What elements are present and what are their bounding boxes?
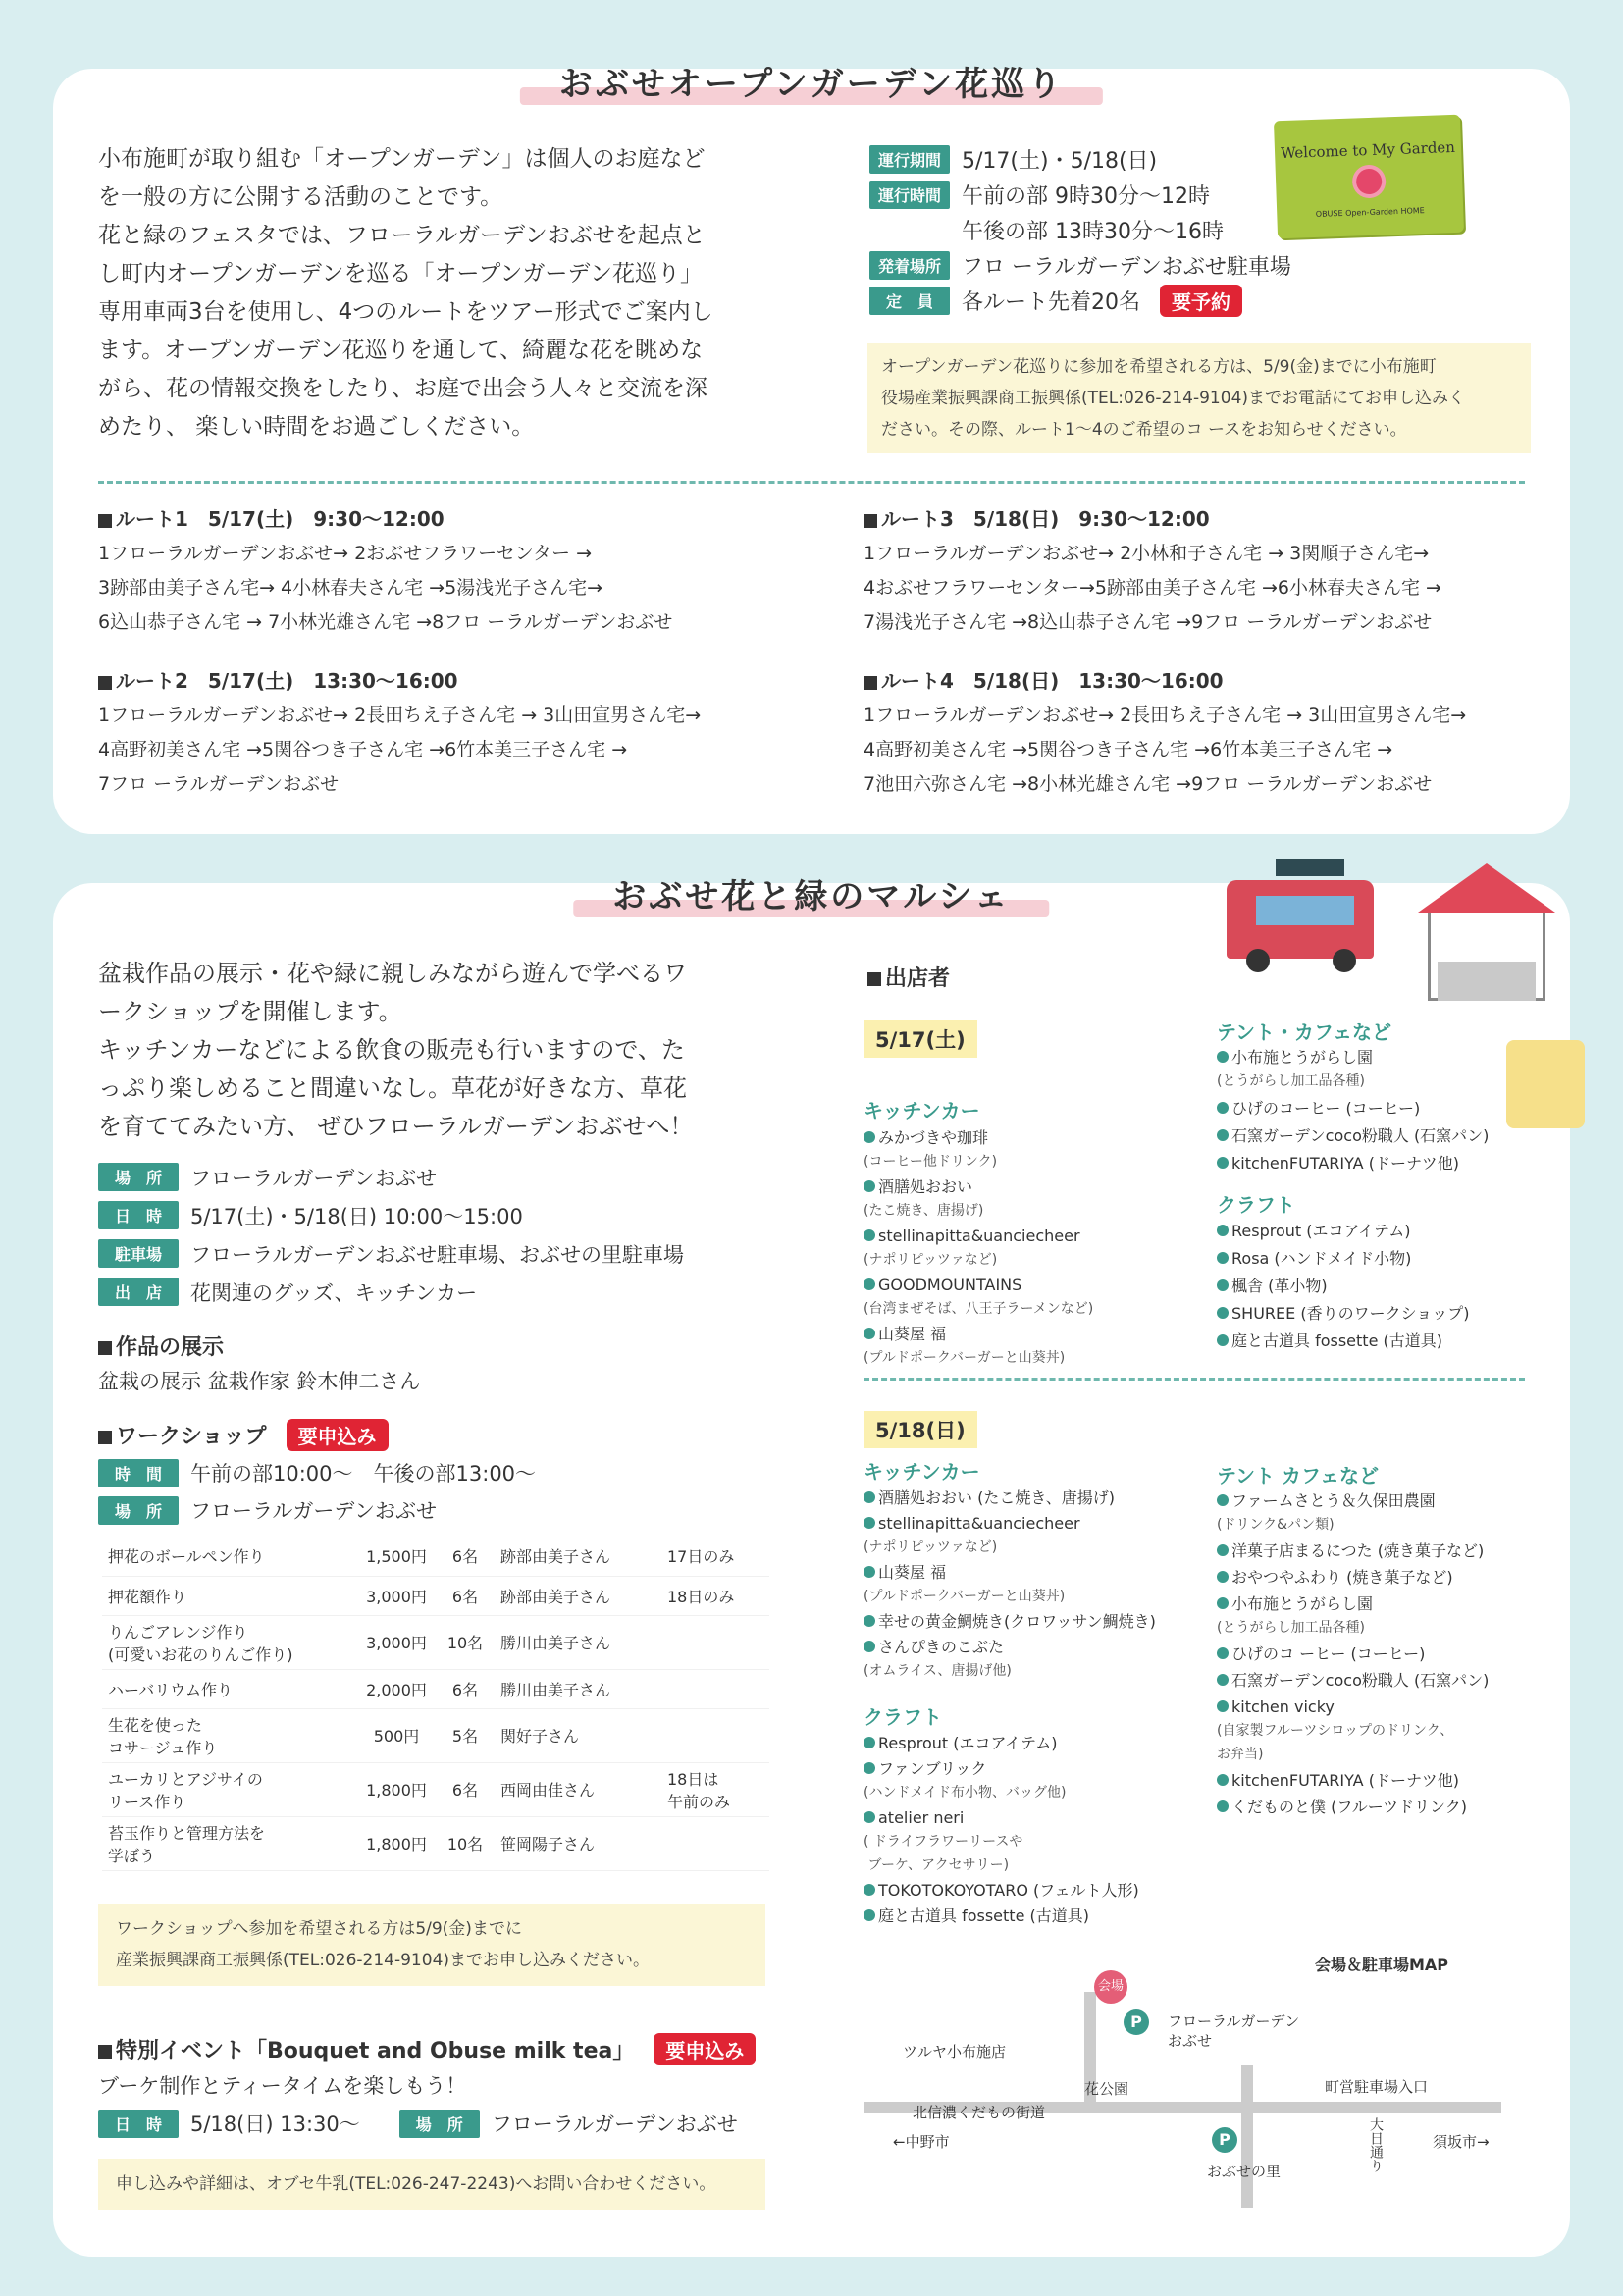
- market-stall-icon: [1506, 1040, 1585, 1128]
- table-row: [102, 1537, 769, 1576]
- bullet-icon: [1217, 1800, 1229, 1812]
- list-item: さんぴきのこぶた (オムライス、唐揚げ他): [864, 1638, 1012, 1679]
- bullet-icon: [1217, 1252, 1229, 1264]
- d2-craft-heading: クラフト: [864, 1705, 942, 1729]
- divider: [98, 481, 1525, 484]
- d1-kitchen-list: [864, 1126, 1093, 1372]
- route-4: ルート4 5/18(日) 13:30〜16:00 1フローラルガーデンおぶせ→ 2長田ちえ子さん宅 → 3山田宣男さん宅→ 4高野初美さん宅 →5関谷つき子さん宅 →6竹本美三子さん宅 → 7池田六弥さん宅 →8小林光雄さん宅 →9フロ ーラルガーデンおぶせ: [864, 669, 1467, 795]
- d1-craft-heading: クラフト: [1217, 1193, 1295, 1217]
- table-cell: 18日は 午前のみ: [661, 1762, 769, 1816]
- table-cell: 6名: [436, 1762, 495, 1816]
- bullet-icon: [1217, 1544, 1229, 1556]
- date-1-badge: 5/17(土): [864, 1020, 977, 1058]
- table-cell: 3,000円: [357, 1615, 436, 1669]
- table-cell: 6名: [436, 1537, 495, 1576]
- bullet-icon: [864, 1229, 875, 1241]
- table-row: [102, 1576, 769, 1615]
- workshop-note: ワークショップへ参加を希望される方は5/9(金)までに 産業振興課商工振興係(TEL:026-214-9104)までお申し込みください。: [98, 1904, 765, 1986]
- bullet-icon: [864, 1517, 875, 1529]
- bullet-icon: [1217, 1334, 1229, 1346]
- list-item: Resprout (エコアイテム): [1217, 1220, 1470, 1243]
- route-2: ルート2 5/17(土) 13:30〜16:00 1フローラルガーデンおぶせ→ 2長田ちえ子さん宅 → 3山田宣男さん宅→ 4高野初美さん宅 →5関谷つき子さん宅 →6竹本美三子さん宅 → 7フロ ーラルガーデンおぶせ: [98, 669, 702, 795]
- section2-title: おぶせ花と緑のマルシェ: [573, 863, 1049, 923]
- table-cell: 1,500円: [357, 1537, 436, 1576]
- bullet-icon: [1217, 1774, 1229, 1786]
- section1-intro: 小布施町が取り組む「オープンガーデン」は個人のお庭など を一般の方に公開する活動のことです。 花と緑のフェスタでは、フローラルガーデンおぶせを起点と し町内オープンガーデンを巡る「オープンガーデン花巡り」 専用車両3台を使用し、4つのルートをツアー形式でご案内し ます。オープンガーデン花巡りを通して、綺麗な花を眺めな がら、花の情報交換をしたり、お庭で出会う人々と交流を深 めたり、 楽しい時間をお過ごしください。: [98, 146, 713, 440]
- table-cell: 2,000円: [357, 1669, 436, 1708]
- bullet-icon: [1217, 1674, 1229, 1686]
- list-item: kitchenFUTARIYA (ドーナツ他): [1217, 1152, 1489, 1175]
- list-item: くだものと僕 (フルーツドリンク): [1217, 1796, 1489, 1819]
- d2-tent-heading: テント カフェなど: [1217, 1464, 1379, 1487]
- workshop-info: 時 間 午前の部10:00〜 午後の部13:00〜 場 所 フローラルガーデンおぶせ: [98, 1454, 536, 1529]
- list-item: 石窯ガーデンcoco粉職人 (石窯パン): [1217, 1669, 1489, 1693]
- bullet-icon: [1217, 1700, 1229, 1712]
- tent-icon: [1418, 863, 1555, 1011]
- special-event-info: 日 時 5/18(日) 13:30〜 場 所 フローラルガーデンおぶせ: [98, 2106, 738, 2141]
- road-vertical: [1241, 2065, 1253, 2208]
- bullet-icon: [864, 1491, 875, 1503]
- bullet-icon: [1217, 1307, 1229, 1319]
- exhibit-text: 盆栽の展示 盆栽作家 鈴木伸二さん: [98, 1370, 421, 1393]
- list-item: 庭と古道具 fossette (古道具): [1217, 1330, 1470, 1353]
- bullet-icon: [864, 1884, 875, 1896]
- bullet-icon: [864, 1762, 875, 1774]
- list-item: SHUREE (香りのワークショップ): [1217, 1302, 1470, 1326]
- d2-kitchen-heading: キッチンカー: [864, 1460, 980, 1484]
- garden-sign: Welcome to My Garden OBUSE Open-Garden HOME: [1274, 115, 1464, 239]
- list-item: ファームさとう＆久保田農園 (ドリンク&パン類): [1217, 1491, 1436, 1533]
- list-item: 酒膳処おおい (たこ焼き、唐揚げ): [864, 1487, 1156, 1510]
- route-1: ルート1 5/17(土) 9:30〜12:00 1フローラルガーデンおぶせ→ 2おぶせフラワーセンター → 3跡部由美子さん宅→ 4小林春夫さん宅 →5湯浅光子さん宅→ 6込山恭子さん宅 → 7小林光雄さん宅 →8フロ ーラルガーデンおぶせ: [98, 507, 673, 633]
- table-cell: 西岡由佳さん: [495, 1762, 661, 1816]
- section2-intro: 盆栽作品の展示・花や緑に親しみながら遊んで学べるワ ークショップを開催します。 キッチンカーなどによる飲食の販売も行いますので、た っぷり楽しめること間違いなし。草花が好きな方、草花 を育ててみたい方、 ぜひフローラルガーデンおぶせへ！: [98, 960, 694, 1140]
- venue-pin: 会場: [1094, 1970, 1127, 2004]
- table-cell: 押花額作り: [102, 1576, 357, 1615]
- parking-icon: P: [1124, 2009, 1149, 2035]
- bullet-icon: [864, 1811, 875, 1823]
- parking-icon-2: P: [1212, 2127, 1237, 2153]
- list-item: 石窯ガーデンcoco粉職人 (石窯パン): [1217, 1124, 1489, 1148]
- workshop-table: [102, 1537, 769, 1871]
- table-cell: 笹岡陽子さん: [495, 1816, 661, 1870]
- bullet-icon: [864, 1737, 875, 1748]
- section1-title: おぶせオープンガーデン花巡り: [520, 51, 1103, 111]
- list-item: 庭と古道具 fossette (古道具): [864, 1905, 1139, 1928]
- list-item: stellinapitta&uanciecheer (ナポリピッツァなど): [864, 1514, 1080, 1555]
- d2-craft-list: [864, 1732, 1139, 1930]
- table-cell: 1,800円: [357, 1762, 436, 1816]
- special-event-heading: 特別イベント「Bouquet and Obuse milk tea」 要申込み: [98, 2033, 756, 2065]
- d1-tent-heading: テント・カフェなど: [1217, 1020, 1391, 1044]
- table-cell: 18日のみ: [661, 1576, 769, 1615]
- list-item: 小布施とうがらし園 (とうがらし加工品各種): [1217, 1594, 1374, 1636]
- special-badge: 要申込み: [654, 2033, 756, 2065]
- list-item: みかづきや珈琲 (コーヒー他ドリンク): [864, 1128, 998, 1170]
- d2-kitchen-list: [864, 1487, 1156, 1685]
- table-cell: 関好子さん: [495, 1708, 661, 1762]
- bullet-icon: [1217, 1225, 1229, 1236]
- flower-icon: [1356, 169, 1383, 195]
- list-item: atelier neri ( ドライフラワーリースや ブーケ、アクセサリー): [864, 1808, 1023, 1873]
- bullet-icon: [864, 1131, 875, 1143]
- table-cell: [661, 1816, 769, 1870]
- tour-note: オープンガーデン花巡りに参加を希望される方は、5/9(金)までに小布施町 役場産業振興課商工振興係(TEL:026-214-9104)までお電話にてお申し込みく ださい。その際、ルート1〜4のご希望のコ ースをお知らせください。: [867, 343, 1531, 453]
- list-item: stellinapitta&uanciecheer (ナポリピッツァなど): [864, 1226, 1080, 1268]
- vendor-divider: [864, 1378, 1525, 1381]
- table-row: [102, 1615, 769, 1669]
- table-cell: 苔玉作りと管理方法を 学ぼう: [102, 1816, 357, 1870]
- d1-craft-list: [1217, 1220, 1470, 1357]
- bullet-icon: [864, 1328, 875, 1339]
- list-item: 酒膳処おおい (たこ焼き、唐揚げ): [864, 1177, 984, 1219]
- d1-tent-list: [1217, 1046, 1489, 1179]
- list-item: おやつやふわり (焼き菓子など): [1217, 1566, 1489, 1590]
- bullet-icon: [1217, 1494, 1229, 1506]
- table-cell: りんごアレンジ作り (可愛いお花のりんご作り): [102, 1615, 357, 1669]
- table-cell: 勝川由美子さん: [495, 1615, 661, 1669]
- bullet-icon: [1217, 1571, 1229, 1583]
- marche-info: 場 所 フローラルガーデンおぶせ 日 時 5/17(土)・5/18(日) 10:00〜15:00 駐車場 フローラルガーデンおぶせ駐車場、おぶせの里駐車場 出 店 花関連のグッズ、キッチンカー: [98, 1158, 684, 1311]
- list-item: 山葵屋 福 (プルドポークバーガーと山葵丼): [864, 1325, 1066, 1366]
- exhibit-heading: 作品の展示: [98, 1331, 224, 1361]
- bullet-icon: [864, 1566, 875, 1578]
- bullet-icon: [1217, 1647, 1229, 1659]
- table-cell: 跡部由美子さん: [495, 1537, 661, 1576]
- list-item: 楓舎 (革小物): [1217, 1275, 1470, 1298]
- table-cell: 6名: [436, 1576, 495, 1615]
- list-item: 小布施とうがらし園 (とうがらし加工品各種): [1217, 1048, 1374, 1089]
- bullet-icon: [1217, 1102, 1229, 1114]
- bullet-icon: [1217, 1597, 1229, 1609]
- table-cell: [661, 1615, 769, 1669]
- table-row: [102, 1816, 769, 1870]
- table-cell: 500円: [357, 1708, 436, 1762]
- bullet-icon: [1217, 1129, 1229, 1141]
- workshop-badge: 要申込み: [287, 1419, 389, 1451]
- workshop-heading: ワークショップ 要申込み: [98, 1419, 389, 1451]
- table-cell: ハーバリウム作り: [102, 1669, 357, 1708]
- d2-tent-list: [1217, 1489, 1489, 1822]
- table-cell: 生花を使った コサージュ作り: [102, 1708, 357, 1762]
- bullet-icon: [1217, 1279, 1229, 1291]
- list-item: kitchen vicky (自家製フルーツシロップのドリンク、 お弁当): [1217, 1697, 1454, 1762]
- list-item: kitchenFUTARIYA (ドーナツ他): [1217, 1769, 1489, 1793]
- list-item: 幸せの黄金鯛焼き(クロワッサン鯛焼き): [864, 1610, 1156, 1634]
- bullet-icon: [864, 1278, 875, 1290]
- table-cell: [661, 1669, 769, 1708]
- list-item: TOKOTOKOYOTARO (フェルト人形): [864, 1879, 1139, 1903]
- special-note: 申し込みや詳細は、オブセ牛乳(TEL:026-247-2243)へお問い合わせください。: [98, 2159, 765, 2210]
- table-cell: 5名: [436, 1708, 495, 1762]
- list-item: Resprout (エコアイテム): [864, 1732, 1139, 1755]
- list-item: ひげのコーヒー (コーヒー): [1217, 1097, 1489, 1121]
- list-item: ひげのコ ーヒー (コーヒー): [1217, 1643, 1489, 1666]
- vendor-heading: 出店者: [867, 962, 950, 992]
- route-3: ルート3 5/18(日) 9:30〜12:00 1フローラルガーデンおぶせ→ 2小林和子さん宅 → 3関順子さん宅→ 4おぶせフラワーセンター→5跡部由美子さん宅 →6小林春夫さん宅 → 7湯浅光子さん宅 →8込山恭子さん宅 →9フロ ーラルガーデンおぶせ: [864, 507, 1441, 633]
- food-truck-icon: [1227, 859, 1384, 976]
- table-cell: 押花のボールペン作り: [102, 1537, 357, 1576]
- table-cell: 跡部由美子さん: [495, 1576, 661, 1615]
- bullet-icon: [1217, 1051, 1229, 1063]
- tour-info: 運行期間 5/17(土)・5/18(日) 運行時間 午前の部 9時30分〜12時 午後の部 13時30分〜16時 発着場所 フロ ーラルガーデンおぶせ駐車場 定 員 各ルート先着20名 要予約: [869, 141, 1291, 318]
- bullet-icon: [864, 1909, 875, 1921]
- table-cell: 10名: [436, 1816, 495, 1870]
- bullet-icon: [864, 1641, 875, 1652]
- table-row: [102, 1762, 769, 1816]
- reserve-badge: 要予約: [1160, 285, 1242, 317]
- table-cell: 1,800円: [357, 1816, 436, 1870]
- bullet-icon: [1217, 1157, 1229, 1169]
- table-cell: 10名: [436, 1615, 495, 1669]
- table-cell: 6名: [436, 1669, 495, 1708]
- d1-kitchen-heading: キッチンカー: [864, 1099, 980, 1122]
- list-item: 洋菓子店まるにつた (焼き菓子など): [1217, 1539, 1489, 1563]
- table-cell: ユーカリとアジサイの リース作り: [102, 1762, 357, 1816]
- bullet-icon: [864, 1180, 875, 1192]
- table-cell: 勝川由美子さん: [495, 1669, 661, 1708]
- list-item: GOODMOUNTAINS (台湾まぜそば、八王子ラーメンなど): [864, 1276, 1094, 1317]
- table-row: [102, 1708, 769, 1762]
- table-cell: 3,000円: [357, 1576, 436, 1615]
- list-item: ファンブリック (ハンドメイド布小物、バッグ他): [864, 1759, 1067, 1800]
- list-item: Rosa (ハンドメイド小物): [1217, 1247, 1470, 1271]
- table-cell: [661, 1708, 769, 1762]
- list-item: 山葵屋 福 (プルドポークバーガーと山葵丼): [864, 1563, 1066, 1604]
- venue-map: 会場＆駐車場MAP 会場 P フローラルガーデン おぶせ ツルヤ小布施店 花公園 町営駐車場入口 北信濃くだもの街道 ←中野市 須坂市→ P おぶせの里 大日通り: [864, 1953, 1511, 2208]
- special-event-desc: ブーケ制作とティータイムを楽しもう！: [98, 2074, 467, 2098]
- table-cell: 17日のみ: [661, 1537, 769, 1576]
- date-2-badge: 5/18(日): [864, 1411, 977, 1448]
- bullet-icon: [864, 1615, 875, 1627]
- table-row: [102, 1669, 769, 1708]
